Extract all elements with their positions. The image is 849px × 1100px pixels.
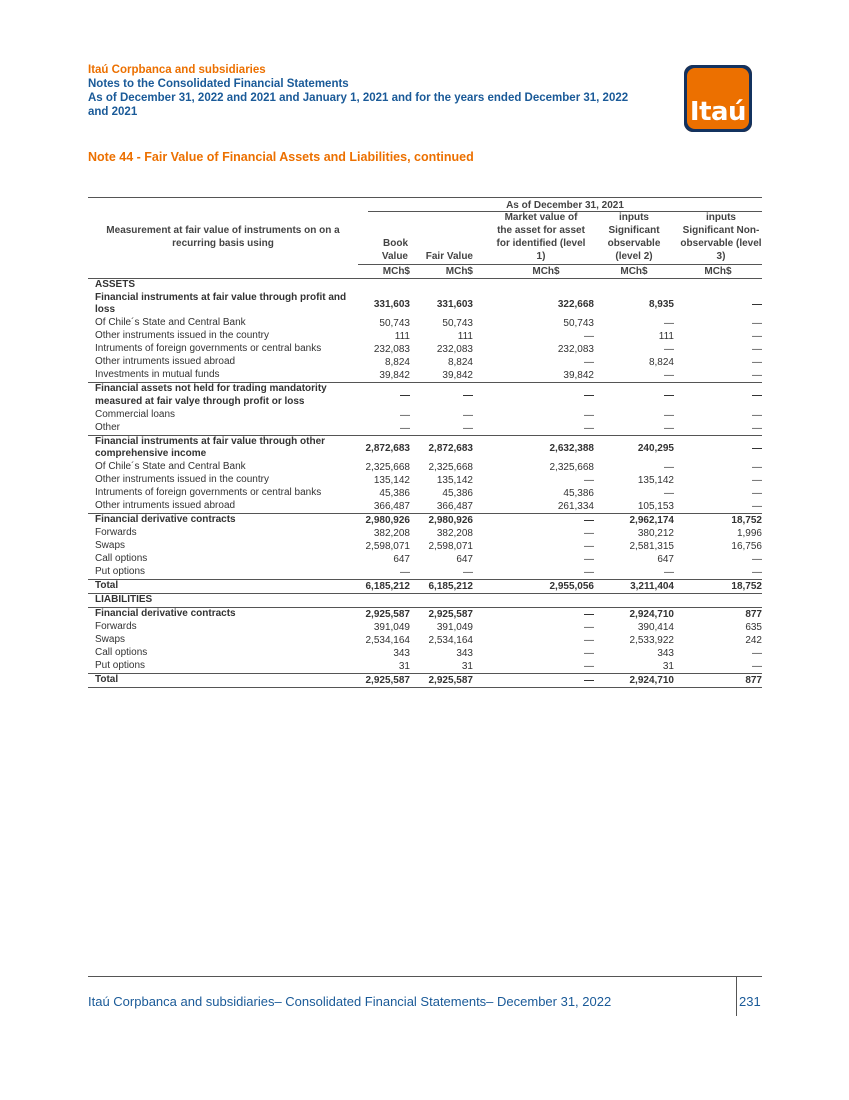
row-level1-value: — — [584, 648, 594, 660]
row-level3-value: 16,756 — [731, 541, 762, 553]
note-title: Note 44 - Fair Value of Financial Assets and Liabilities, continued — [88, 150, 474, 164]
col-header-level1: Market value of the asset for asset for identified (level 1) — [496, 212, 586, 262]
table-row — [88, 647, 762, 660]
row-level2-value — [594, 278, 674, 292]
row-book-value: 391,049 — [373, 622, 410, 634]
row-fair-value: 232,083 — [436, 344, 473, 356]
row-level3-value: — — [752, 488, 762, 500]
row-fair-value: — — [463, 567, 473, 579]
row-book-value: 2,325,668 — [365, 462, 410, 474]
row-label: Of Chile´s State and Central Bank — [95, 461, 246, 473]
row-level2-value: 105,153 — [637, 501, 674, 513]
page-number: 231 — [739, 994, 761, 1009]
row-fair-value: 647 — [456, 554, 473, 566]
row-level3-value: — — [752, 554, 762, 566]
row-level1-value: 2,955,056 — [478, 580, 594, 594]
period-line-2: and 2021 — [88, 106, 138, 118]
row-book-value: 111 — [394, 331, 410, 343]
row-label: Of Chile´s State and Central Bank — [95, 317, 246, 329]
unit-level1: MCh$ — [478, 264, 594, 278]
table-row — [88, 369, 762, 383]
col-header-book: Book Value — [381, 237, 408, 262]
table-row — [88, 461, 762, 474]
row-fair-value: 31 — [461, 661, 473, 673]
table-row — [88, 330, 762, 343]
row-level3-value: — — [752, 661, 762, 673]
row-fair-value: 331,603 — [436, 298, 473, 310]
row-label: Call options — [95, 647, 148, 659]
row-level1-value — [478, 278, 594, 292]
row-label: Intruments of foreign governments or central banks — [95, 487, 322, 499]
row-level1-value: — — [584, 622, 594, 634]
row-level1-value: — — [584, 635, 594, 647]
row-fair-value: 2,980,926 — [412, 514, 478, 528]
table-row — [88, 553, 762, 566]
row-level1-value: — — [584, 409, 594, 421]
row-book-value: 343 — [393, 648, 410, 660]
column-header-row — [88, 212, 762, 264]
row-level2-value: 343 — [657, 648, 674, 660]
row-level3-value: 18,752 — [674, 580, 762, 594]
row-level1-value: — — [478, 608, 594, 622]
table-top-rule — [88, 197, 762, 198]
row-label: Other intruments issued abroad — [95, 356, 236, 368]
row-book-value: 2,925,587 — [358, 674, 412, 688]
row-book-value — [358, 278, 412, 292]
row-level3-value: — — [674, 383, 762, 409]
row-level2-value: — — [664, 422, 674, 434]
row-level2-value — [594, 594, 674, 608]
company-name: Itaú Corpbanca and subsidiaries — [88, 64, 266, 76]
row-level1-value: 50,743 — [563, 318, 594, 330]
row-label: LIABILITIES — [88, 594, 358, 608]
row-level1-value: — — [584, 661, 594, 673]
row-book-value: 382,208 — [373, 528, 410, 540]
col-header-level2: inputs Significant observable (level 2) — [607, 212, 661, 262]
row-level3-value: — — [752, 475, 762, 487]
row-level3-value: — — [752, 318, 762, 330]
row-fair-value: 111 — [457, 331, 473, 343]
table-row — [88, 500, 762, 514]
row-level2-value: — — [664, 318, 674, 330]
group-header: As of December 31, 2021 — [506, 200, 624, 211]
row-level3-value: — — [752, 357, 762, 369]
row-fair-value: 39,842 — [442, 370, 473, 382]
table-row — [88, 634, 762, 647]
row-level1-value: 39,842 — [563, 370, 594, 382]
row-book-value: 232,083 — [373, 344, 410, 356]
table-row — [88, 608, 762, 622]
unit-fair: MCh$ — [412, 264, 478, 278]
row-label: Swaps — [95, 634, 126, 646]
table-row — [88, 383, 762, 409]
document-header — [88, 63, 688, 119]
row-level1-value: — — [584, 528, 594, 540]
row-fair-value — [412, 278, 478, 292]
row-level1-value: 45,386 — [563, 488, 594, 500]
row-level2-value: — — [664, 462, 674, 474]
row-book-value: 2,980,926 — [358, 514, 412, 528]
row-level1-value: — — [478, 674, 594, 688]
row-fair-value: 343 — [456, 648, 473, 660]
row-level3-value: — — [752, 370, 762, 382]
row-fair-value: 2,325,668 — [428, 462, 473, 474]
table-row — [88, 292, 762, 318]
row-level2-value: 8,935 — [648, 298, 674, 310]
row-level2-value: 2,924,710 — [594, 674, 674, 688]
row-level2-value: 2,533,922 — [629, 635, 674, 647]
row-label: Financial instruments at fair value through other comprehensive income — [88, 435, 358, 461]
row-label: Put options — [95, 566, 146, 578]
table-row — [88, 594, 762, 608]
table-row — [88, 566, 762, 580]
row-label: Total — [88, 580, 358, 594]
table-row — [88, 660, 762, 674]
row-level3-value: — — [674, 435, 762, 461]
row-book-value: 8,824 — [384, 357, 410, 369]
row-level3-value — [674, 278, 762, 292]
row-level1-value: 2,632,388 — [478, 435, 594, 461]
table-row — [88, 474, 762, 487]
period-line-1: As of December 31, 2022 and 2021 and January 1, 2021 and for the years ended December 31, 2022 — [88, 92, 629, 104]
footer-text: Itaú Corpbanca and subsidiaries– Consolidated Financial Statements– December 31, 2022 — [88, 994, 612, 1009]
row-label: Commercial loans — [95, 408, 176, 420]
row-label: Financial derivative contracts — [88, 608, 358, 622]
row-fair-value: 382,208 — [436, 528, 473, 540]
row-level2-value: — — [664, 488, 674, 500]
row-label: Financial instruments at fair value through profit and loss — [95, 291, 347, 316]
row-fair-value — [412, 594, 478, 608]
row-level3-value: 18,752 — [674, 514, 762, 528]
table-row — [88, 422, 762, 436]
row-level2-value: 8,824 — [648, 357, 674, 369]
row-book-value: 2,925,587 — [358, 608, 412, 622]
row-book-value: 45,386 — [379, 488, 410, 500]
row-level1-value: — — [584, 541, 594, 553]
row-fair-value: 366,487 — [436, 501, 473, 513]
row-fair-value: 50,743 — [442, 318, 473, 330]
footer-divider — [736, 976, 737, 1016]
row-level3-value: 877 — [674, 608, 762, 622]
row-label: Swaps — [95, 540, 126, 552]
row-label: Forwards — [95, 527, 137, 539]
row-fair-value: — — [463, 409, 473, 421]
table-row — [88, 343, 762, 356]
row-level1-value: 2,325,668 — [549, 462, 594, 474]
row-level1-value: 322,668 — [557, 298, 594, 310]
row-fair-value: 2,534,164 — [428, 635, 473, 647]
table-row — [88, 435, 762, 461]
row-fair-value: 2,925,587 — [412, 608, 478, 622]
row-level2-value: 2,962,174 — [594, 514, 674, 528]
row-fair-value: 391,049 — [436, 622, 473, 634]
row-book-value: 31 — [398, 661, 410, 673]
col-header-level3: inputs Significant Non-observable (level 3) — [680, 212, 762, 262]
row-fair-value: 2,872,683 — [412, 435, 478, 461]
unit-book: MCh$ — [358, 264, 412, 278]
table-row — [88, 356, 762, 369]
row-label: Call options — [95, 553, 148, 565]
row-label: Put options — [95, 660, 146, 672]
row-fair-value: — — [412, 383, 478, 409]
row-level1-value: — — [584, 475, 594, 487]
row-level2-value: 240,295 — [594, 435, 674, 461]
row-level2-value: 111 — [658, 331, 674, 343]
table-row — [88, 580, 762, 594]
row-book-value: 366,487 — [373, 501, 410, 513]
row-label: Total — [88, 674, 358, 688]
col-header-fair: Fair Value — [425, 250, 473, 262]
row-fair-value: 8,824 — [447, 357, 473, 369]
row-label: ASSETS — [88, 278, 358, 292]
row-book-value: — — [400, 567, 410, 579]
row-level2-value: 380,212 — [637, 528, 674, 540]
row-level1-value: — — [584, 422, 594, 434]
row-level3-value — [674, 594, 762, 608]
row-label: Other instruments issued in the country — [95, 474, 269, 486]
statement-subtitle: Notes to the Consolidated Financial Statements — [88, 78, 349, 90]
row-fair-value: 2,925,587 — [412, 674, 478, 688]
row-level3-value: 242 — [745, 635, 762, 647]
row-fair-value: 45,386 — [442, 488, 473, 500]
table-body — [88, 278, 762, 688]
row-book-value: 2,598,071 — [365, 541, 410, 553]
row-level2-value: — — [594, 383, 674, 409]
row-level1-value: — — [584, 331, 594, 343]
row-level1-value: — — [478, 383, 594, 409]
row-label: Investments in mutual funds — [95, 369, 220, 381]
row-fair-value: 6,185,212 — [412, 580, 478, 594]
row-level3-value: — — [752, 462, 762, 474]
row-book-value: 135,142 — [373, 475, 410, 487]
row-level3-value: — — [752, 409, 762, 421]
row-level2-value: 390,414 — [637, 622, 674, 634]
row-level1-value: — — [584, 554, 594, 566]
row-level1-value — [478, 594, 594, 608]
fair-value-table — [88, 212, 762, 688]
unit-level2: MCh$ — [594, 264, 674, 278]
row-label: Financial assets not held for trading mandatority measured at fair valye through profit or loss — [88, 383, 358, 409]
table-row — [88, 487, 762, 500]
row-level2-value: 2,924,710 — [594, 608, 674, 622]
row-level3-value: 877 — [674, 674, 762, 688]
row-level3-value: — — [752, 422, 762, 434]
row-label: Intruments of foreign governments or central banks — [95, 343, 322, 355]
row-label: Other — [95, 421, 121, 433]
row-level3-value: — — [752, 344, 762, 356]
row-level2-value: 135,142 — [637, 475, 674, 487]
row-level3-value: — — [752, 501, 762, 513]
row-level2-value: 2,581,315 — [629, 541, 674, 553]
table-row — [88, 540, 762, 553]
row-level3-value: — — [752, 298, 762, 310]
row-level3-value: 1,996 — [736, 528, 762, 540]
row-fair-value: 135,142 — [436, 475, 473, 487]
row-book-value: 647 — [393, 554, 410, 566]
row-book-value: 50,743 — [379, 318, 410, 330]
table-row — [88, 409, 762, 422]
row-level2-value: 647 — [657, 554, 674, 566]
row-label: Other intruments issued abroad — [95, 500, 236, 512]
row-label: Other instruments issued in the country — [95, 330, 269, 342]
row-book-value: — — [358, 383, 412, 409]
table-row — [88, 514, 762, 528]
row-fair-value: — — [463, 422, 473, 434]
row-fair-value: 2,598,071 — [428, 541, 473, 553]
row-level1-value: 232,083 — [557, 344, 594, 356]
row-level2-value: — — [664, 370, 674, 382]
col-header-label: Measurement at fair value of instruments on on a recurring basis using — [106, 225, 340, 249]
row-label: Forwards — [95, 621, 137, 633]
table-row — [88, 621, 762, 634]
row-label: Financial derivative contracts — [88, 514, 358, 528]
row-level2-value: — — [664, 567, 674, 579]
row-level2-value: 31 — [662, 661, 674, 673]
row-level3-value: — — [752, 648, 762, 660]
row-level1-value: — — [584, 567, 594, 579]
row-book-value: 6,185,212 — [358, 580, 412, 594]
row-level1-value: — — [478, 514, 594, 528]
logo-text: Itaú — [689, 97, 747, 127]
row-book-value: — — [400, 409, 410, 421]
row-level2-value: 3,211,404 — [594, 580, 674, 594]
units-label-cell — [88, 264, 358, 278]
row-level3-value: — — [752, 567, 762, 579]
unit-level3: MCh$ — [674, 264, 762, 278]
itau-logo — [684, 65, 752, 132]
table-row — [88, 317, 762, 330]
row-book-value — [358, 594, 412, 608]
table-row — [88, 674, 762, 688]
table-row — [88, 527, 762, 540]
row-book-value: 39,842 — [379, 370, 410, 382]
footer-rule — [88, 976, 762, 977]
row-level1-value: — — [584, 357, 594, 369]
row-book-value: — — [400, 422, 410, 434]
row-level3-value: 635 — [745, 622, 762, 634]
row-level2-value: — — [664, 344, 674, 356]
row-book-value: 331,603 — [373, 298, 410, 310]
row-book-value: 2,534,164 — [365, 635, 410, 647]
row-level1-value: 261,334 — [557, 501, 594, 513]
row-book-value: 2,872,683 — [358, 435, 412, 461]
table-row — [88, 278, 762, 292]
row-level2-value: — — [664, 409, 674, 421]
units-row — [88, 264, 762, 278]
row-level3-value: — — [752, 331, 762, 343]
